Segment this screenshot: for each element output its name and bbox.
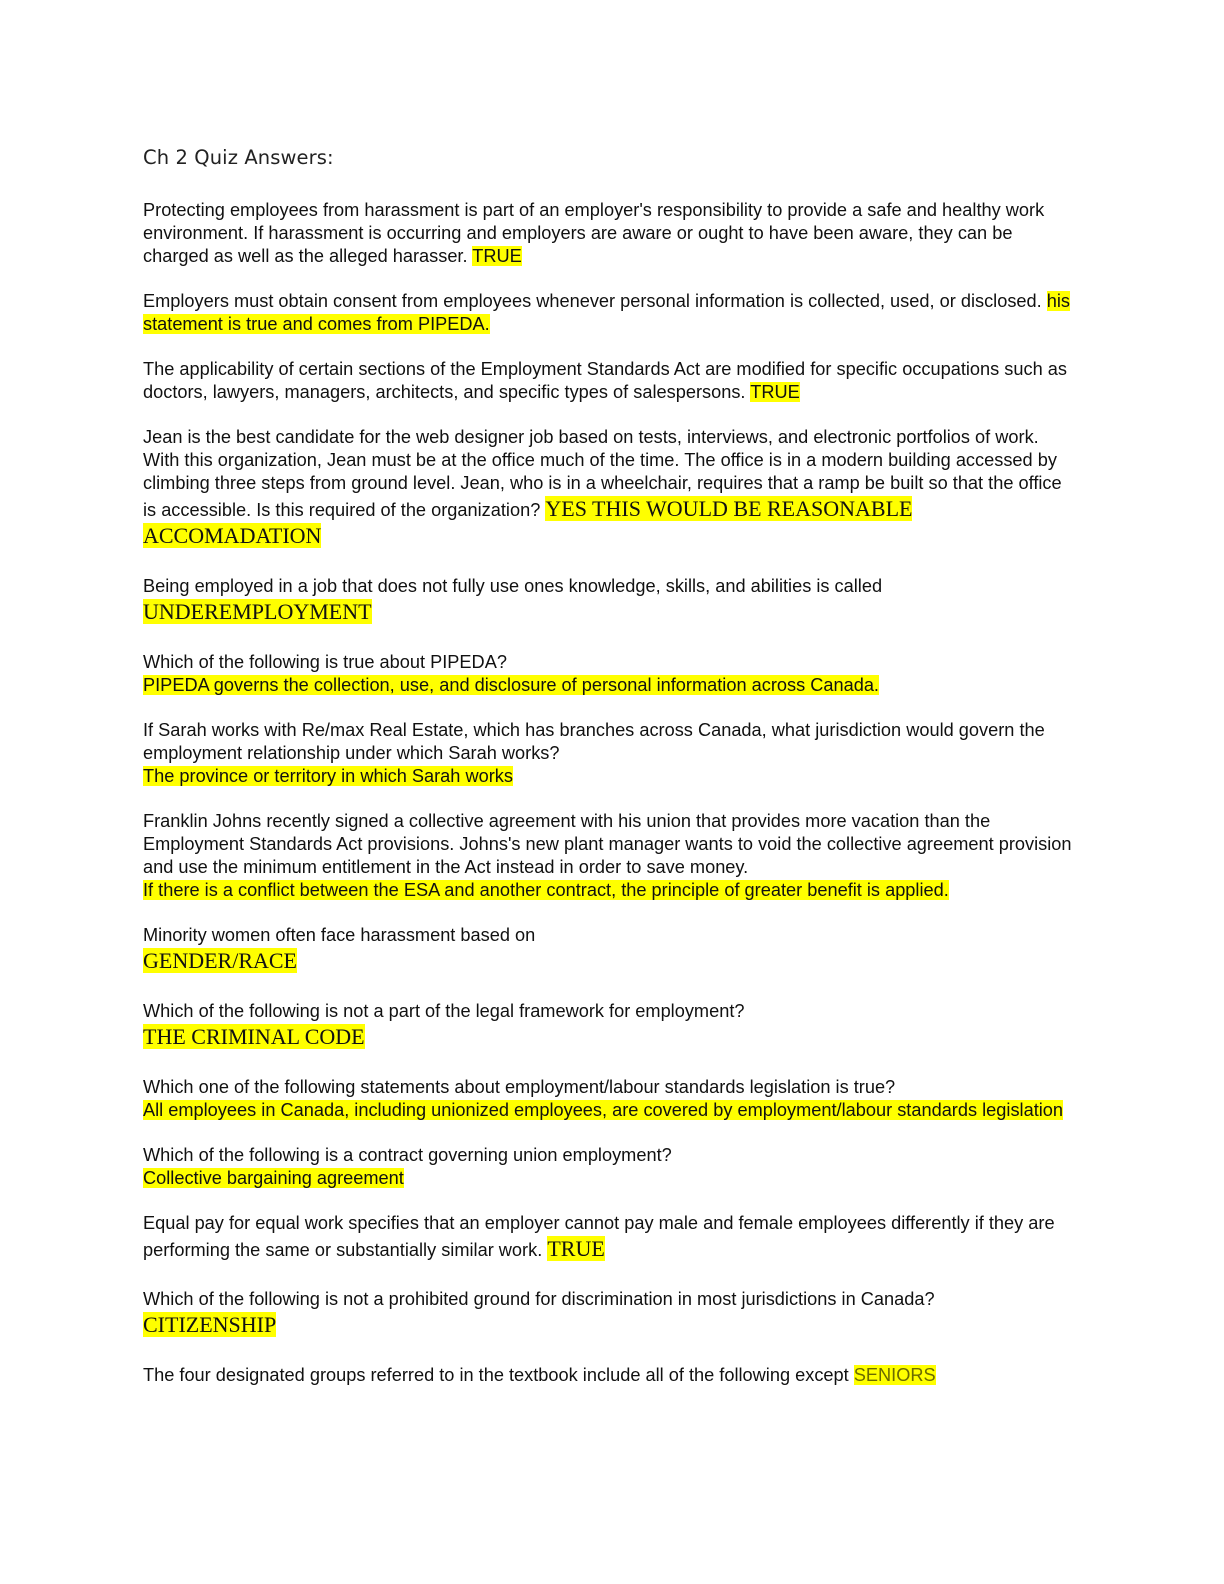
answer-highlight: TRUE	[472, 246, 522, 266]
quiz-item	[143, 924, 1078, 974]
answer-highlight: Collective bargaining agreement	[143, 1168, 404, 1188]
quiz-item	[143, 1000, 1078, 1050]
question-text: Employers must obtain consent from employees whenever personal information is collected, used, or disclosed.	[143, 291, 1042, 311]
question-text: Minority women often face harassment based on	[143, 925, 536, 945]
quiz-item	[143, 1364, 1078, 1387]
answer-highlight: his statement is true and comes from PIPEDA.	[143, 291, 1071, 334]
question-text: Protecting employees from harassment is part of an employer's responsibility to provide a safe and healthy work environment. If harassment is occurring and employers are aware or ought to have been aware, they can be charged as well as the alleged harasser.	[143, 200, 1045, 266]
quiz-item	[143, 290, 1078, 336]
answer-highlight: THE CRIMINAL CODE	[143, 1024, 365, 1049]
question-text: The four designated groups referred to in the textbook include all of the following except	[143, 1365, 849, 1385]
answer-highlight: CITIZENSHIP	[143, 1312, 277, 1337]
quiz-item	[143, 719, 1078, 788]
answer-highlight: YES THIS WOULD BE REASONABLE ACCOMADATION	[143, 496, 913, 548]
answer-highlight: If there is a conflict between the ESA and another contract, the principle of greater benefit is applied.	[143, 880, 949, 900]
question-text: Equal pay for equal work specifies that an employer cannot pay male and female employees differently if they are performing the same or substantially similar work.	[143, 1213, 1055, 1260]
answer-highlight: UNDEREMPLOYMENT	[143, 599, 372, 624]
quiz-item	[143, 426, 1078, 549]
question-text: If Sarah works with Re/max Real Estate, which has branches across Canada, what jurisdiction would govern the employment relationship under which Sarah works?	[143, 720, 1045, 763]
answer-highlight: The province or territory in which Sarah works	[143, 766, 513, 786]
answer-highlight: PIPEDA governs the collection, use, and disclosure of personal information across Canada.	[143, 675, 879, 695]
question-text: Which of the following is not a prohibited ground for discrimination in most jurisdictions in Canada?	[143, 1289, 935, 1309]
document-page	[143, 140, 1078, 1409]
question-text: Which of the following is not a part of the legal framework for employment?	[143, 1001, 745, 1021]
question-text: Which one of the following statements about employment/labour standards legislation is true?	[143, 1077, 896, 1097]
quiz-item	[143, 1076, 1078, 1122]
page-title: Ch 2 Quiz Answers:	[143, 146, 334, 169]
question-text: Jean is the best candidate for the web designer job based on tests, interviews, and electronic portfolios of work. With this organization, Jean must be at the office much of the time. The office is in a modern building accessed by climbing three steps from ground level. Jean, who is in a wheelchair, requires that a ramp be built so that the office is accessible. Is this required of the organization?	[143, 427, 1062, 520]
quiz-item	[143, 810, 1078, 902]
question-text: Which of the following is true about PIPEDA?	[143, 652, 507, 672]
quiz-item	[143, 1288, 1078, 1338]
question-text: The applicability of certain sections of the Employment Standards Act are modified for specific occupations such as doctors, lawyers, managers, architects, and specific types of salespersons.	[143, 359, 1067, 402]
answer-highlight: TRUE	[547, 1236, 605, 1261]
answer-highlight: All employees in Canada, including unionized employees, are covered by employment/labour standards legislation	[143, 1100, 1064, 1120]
quiz-item	[143, 1144, 1078, 1190]
quiz-item	[143, 1212, 1078, 1262]
answer-highlight: TRUE	[750, 382, 800, 402]
question-text: Being employed in a job that does not fully use ones knowledge, skills, and abilities is called	[143, 576, 883, 596]
question-text: Franklin Johns recently signed a collective agreement with his union that provides more vacation than the Employment Standards Act provisions. Johns's new plant manager wants to void the collective agreement provision and use the minimum entitlement in the Act instead in order to save money.	[143, 811, 1072, 877]
answer-highlight: SENIORS	[853, 1365, 936, 1385]
answer-highlight: GENDER/RACE	[143, 948, 297, 973]
quiz-item	[143, 358, 1078, 404]
quiz-item	[143, 575, 1078, 625]
question-text: Which of the following is a contract governing union employment?	[143, 1145, 672, 1165]
quiz-item	[143, 199, 1078, 268]
quiz-item	[143, 651, 1078, 697]
